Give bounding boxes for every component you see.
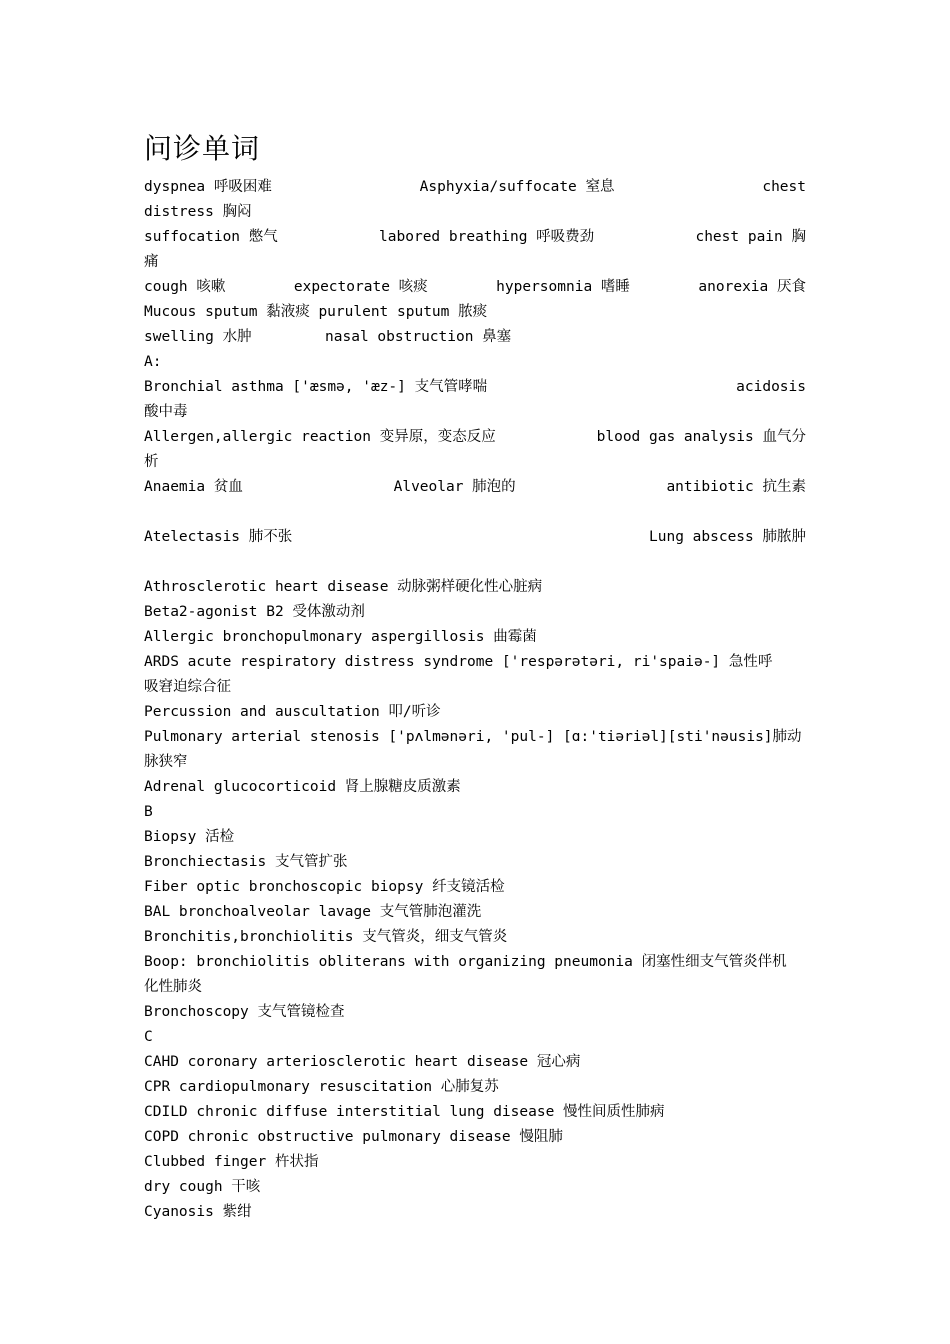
vocab-line xyxy=(144,325,806,350)
vocab-line xyxy=(144,300,806,325)
vocab-line xyxy=(144,825,806,850)
vocab-line xyxy=(144,1125,806,1150)
vocab-entry: nasal obstruction 鼻塞 xyxy=(325,329,512,345)
vocab-entry: Boop: bronchiolitis obliterans with organizing pneumonia 闭塞性细支气管炎伴机 xyxy=(144,954,787,970)
vocab-line xyxy=(144,175,806,200)
vocab-entry: Athrosclerotic heart disease 动脉粥样硬化性心脏病 xyxy=(144,579,543,595)
vocab-line xyxy=(144,650,806,675)
section-heading-b: B xyxy=(144,804,153,820)
section-heading-c: C xyxy=(144,1029,153,1045)
vocab-entry: chest pain 胸 xyxy=(695,229,806,245)
vocab-line xyxy=(144,425,806,450)
vocab-line xyxy=(144,925,806,950)
vocab-line xyxy=(144,1000,806,1025)
vocab-entry: CAHD coronary arteriosclerotic heart disease 冠心病 xyxy=(144,1054,581,1070)
vocab-entry: swelling 水肿 xyxy=(144,329,252,345)
vocab-entry: Bronchial asthma ['æsmə, 'æz-] 支气管哮喘 xyxy=(144,379,488,395)
vocab-entry: Bronchitis,bronchiolitis 支气管炎，细支气管炎 xyxy=(144,929,508,945)
vocab-entry: BAL bronchoalveolar lavage 支气管肺泡灌洗 xyxy=(144,904,482,920)
blank-line xyxy=(144,500,806,525)
vocab-line xyxy=(144,375,806,400)
vocab-entry: hypersomnia 嗜睡 xyxy=(496,279,630,295)
vocabulary-list xyxy=(144,175,806,1225)
vocab-line xyxy=(144,475,806,500)
vocab-entry: dyspnea 呼吸困难 xyxy=(144,179,272,195)
vocab-line xyxy=(144,275,806,300)
vocab-line xyxy=(144,850,806,875)
vocab-line xyxy=(144,600,806,625)
vocab-line xyxy=(144,1200,806,1225)
vocab-entry: suffocation 憋气 xyxy=(144,229,278,245)
vocab-entry: Clubbed finger 杵状指 xyxy=(144,1154,319,1170)
vocab-entry: Allergic bronchopulmonary aspergillosis 曲霉菌 xyxy=(144,629,537,645)
vocab-line xyxy=(144,525,806,550)
vocab-line xyxy=(144,625,806,650)
vocab-line xyxy=(144,750,806,775)
vocab-entry: Biopsy 活检 xyxy=(144,829,235,845)
vocab-line xyxy=(144,250,806,275)
vocab-entry: chest xyxy=(762,179,806,195)
vocab-entry: blood gas analysis 血气分 xyxy=(596,429,806,445)
vocab-entry: Adrenal glucocorticoid 肾上腺糖皮质激素 xyxy=(144,779,461,795)
vocab-line xyxy=(144,1100,806,1125)
blank-line xyxy=(144,550,806,575)
vocab-entry: Bronchoscopy 支气管镜检查 xyxy=(144,1004,345,1020)
vocab-line xyxy=(144,450,806,475)
vocab-entry: Mucous sputum 黏液痰 purulent sputum 脓痰 xyxy=(144,304,488,320)
vocab-entry: expectorate 咳痰 xyxy=(293,279,428,295)
vocab-entry: ARDS acute respiratory distress syndrome ['respərətəri, ri'spaiə-] 急性呼 xyxy=(144,654,773,670)
vocab-entry: Bronchiectasis 支气管扩张 xyxy=(144,854,348,870)
vocab-line xyxy=(144,900,806,925)
vocab-line xyxy=(144,575,806,600)
vocab-entry: anorexia 厌食 xyxy=(698,279,806,295)
vocab-entry: Cyanosis 紫绀 xyxy=(144,1204,252,1220)
vocab-entry: Percussion and auscultation 叩/听诊 xyxy=(144,704,441,720)
vocab-entry: Fiber optic bronchoscopic biopsy 纤支镜活检 xyxy=(144,879,505,895)
vocab-entry: cough 咳嗽 xyxy=(144,279,226,295)
vocab-line xyxy=(144,1150,806,1175)
vocab-line xyxy=(144,975,806,1000)
vocab-line xyxy=(144,725,806,750)
vocab-line xyxy=(144,675,806,700)
vocab-line xyxy=(144,225,806,250)
vocab-entry: Anaemia 贫血 xyxy=(144,479,243,495)
vocab-entry: Allergen,allergic reaction 变异原，变态反应 xyxy=(144,429,496,445)
vocab-entry: Pulmonary arterial stenosis ['pʌlmənəri, 'pul-] [ɑ:'tiəriəl][sti'nəusis]肺动 xyxy=(144,729,802,745)
vocab-line xyxy=(144,200,806,225)
section-heading-a: A: xyxy=(144,354,162,370)
vocab-line xyxy=(144,400,806,425)
vocab-entry: CPR cardiopulmonary resuscitation 心肺复苏 xyxy=(144,1079,499,1095)
vocab-line xyxy=(144,1050,806,1075)
vocab-entry-continued: distress 胸闷 xyxy=(144,204,252,220)
vocab-entry-continued: 析 xyxy=(144,454,159,470)
page-title: 问诊单词 xyxy=(144,132,261,165)
vocab-entry: Lung abscess 肺脓肿 xyxy=(649,529,806,545)
vocab-line xyxy=(144,875,806,900)
vocab-entry: Alveolar 肺泡的 xyxy=(393,479,516,495)
vocab-line xyxy=(144,775,806,800)
vocab-entry: antibiotic 抗生素 xyxy=(666,479,806,495)
vocab-entry-continued: 酸中毒 xyxy=(144,404,188,420)
vocab-line xyxy=(144,950,806,975)
vocab-entry: CDILD chronic diffuse interstitial lung disease 慢性间质性肺病 xyxy=(144,1104,665,1120)
vocab-entry: Asphyxia/suffocate 窒息 xyxy=(419,179,615,195)
vocab-line xyxy=(144,1075,806,1100)
vocab-entry-continued: 脉狭窄 xyxy=(144,754,188,770)
vocab-entry: Beta2-agonist B2 受体激动剂 xyxy=(144,604,365,620)
vocab-line xyxy=(144,700,806,725)
vocab-entry: Atelectasis 肺不张 xyxy=(144,529,293,545)
vocab-entry: labored breathing 呼吸费劲 xyxy=(379,229,595,245)
vocab-entry-continued: 化性肺炎 xyxy=(144,979,202,995)
vocab-entry: dry cough 干咳 xyxy=(144,1179,261,1195)
vocab-entry: acidosis xyxy=(736,379,806,395)
vocab-entry: COPD chronic obstructive pulmonary disease 慢阻肺 xyxy=(144,1129,563,1145)
vocab-entry-continued: 吸窘迫综合征 xyxy=(144,679,231,695)
vocab-entry-continued: 痛 xyxy=(144,254,159,270)
vocab-line xyxy=(144,1175,806,1200)
